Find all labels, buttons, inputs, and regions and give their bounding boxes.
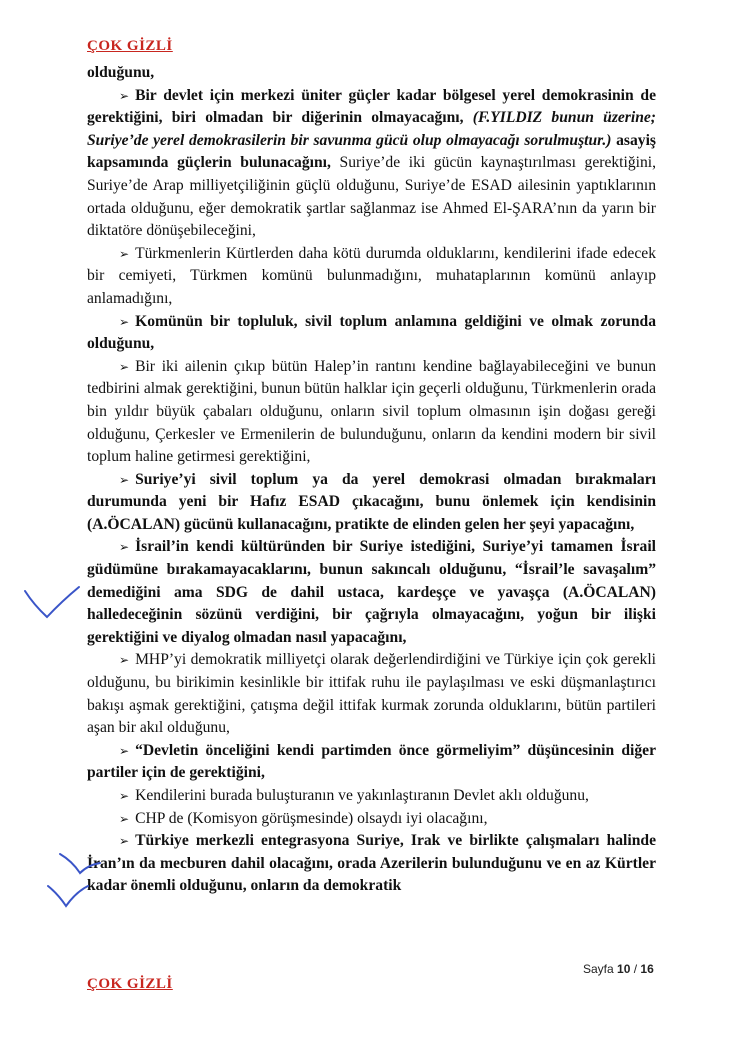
text-segment: İsrail’in kendi kültüründen bir Suriye istediğini, Suriye’yi tamamen İsrail güdümüne bırakamayacaklarını, bunun sakıncalı olduğunu, “İsrail’le savaşalım” demediğini ama SDG de dahil ustaca, kardeşçe ve yavaşça (A.ÖCALAN) halledeceğinin sözünü verdiğini, bir çağrıyla olmayacağını, yoğun bir ilişki gerektiğini ve diyalog olmadan nasıl yapacağını, xyxy=(87,538,656,646)
text-segment: Bir iki ailenin çıkıp bütün Halep’in rantını kendine bağlayabileceğini ve bunun tedbirini almak gerektiğini, bunun bütün halklar için geçerli olduğunu, Türkmenlerin orada bin yıldır büyük çabaları olduğunu, onların sivil toplum olmasının işin doğası gereği olduğunu, Çerkesler ve Ermenilerin de bulunduğunu, onların da kendini modern bir sivil toplum haline getirmesi gerektiğini, xyxy=(87,357,656,466)
paragraph xyxy=(87,311,656,356)
text-segment: (F.YILDIZ bunun üzerine; Suriye’de yerel demokrasilerin bir savunma gücü olup olmayacağı sorulmuştur.) xyxy=(87,109,656,149)
arrow-bullet-icon: ➢ xyxy=(119,789,130,803)
page-prefix: Sayfa xyxy=(583,962,614,976)
arrow-bullet-icon: ➢ xyxy=(119,359,130,374)
paragraph xyxy=(87,536,656,649)
arrow-bullet-icon: ➢ xyxy=(119,834,130,849)
text-segment: Komünün bir topluluk, sivil toplum anlamına geldiğini ve olmak zorunda olduğunu, xyxy=(87,312,656,353)
arrow-bullet-icon: ➢ xyxy=(119,472,130,487)
paragraph xyxy=(87,356,656,469)
text-segment: CHP de (Komisyon görüşmesinde) olsaydı iyi olacağını, xyxy=(135,809,488,827)
text-segment: olduğunu, xyxy=(87,64,155,81)
arrow-bullet-icon: ➢ xyxy=(119,246,130,261)
arrow-bullet-icon: ➢ xyxy=(119,88,130,103)
paragraph xyxy=(87,808,656,831)
text-segment: asayiş kapsamında güçlerin bulunacağını, xyxy=(87,131,656,172)
page-total: 16 xyxy=(640,962,654,976)
text-segment: Türkiye merkezli entegrasyona Suriye, Irak ve birlikte çalışmaları halinde İran’ın da mecburen dahil olacağını, orada Azerilerin bulunduğunu ve en az Kürtler kadar önemli olduğunu, onların da demokratik xyxy=(87,832,656,895)
text-segment: MHP’yi demokratik milliyetçi olarak değerlendirdiğini ve Türkiye için çok gerekli olduğunu, bu birikimin kesinlikle bir ittifak ruhu ile paylaşılması ve eski düşmanlaştırıcı bakışı aşmak gerektiğini, çatışma değil ittifak kurmak zorunda olduklarını, bütün partileri aşan bir akıl olduğunu, xyxy=(87,651,656,737)
page-current: 10 xyxy=(617,962,631,976)
classification-header: ÇOK GİZLİ xyxy=(87,38,173,54)
handwritten-check-icon xyxy=(22,585,82,621)
text-segment: Kendilerini burada buluşturanın ve yakınlaştıranın Devlet aklı olduğunu, xyxy=(135,787,589,804)
arrow-bullet-icon: ➢ xyxy=(119,314,130,329)
page-number xyxy=(583,962,654,976)
paragraph xyxy=(87,740,656,785)
paragraph xyxy=(87,469,656,537)
arrow-bullet-icon: ➢ xyxy=(119,811,130,826)
classification-footer: ÇOK GİZLİ xyxy=(87,976,173,992)
paragraph xyxy=(87,243,656,311)
text-segment: “Devletin önceliğini kendi partimden önce görmeliyim” düşüncesinin diğer partiler için de gerektiğini, xyxy=(87,741,656,782)
text-segment: Türkmenlerin Kürtlerden daha kötü durumda olduklarını, kendilerini ifade edecek bir cemiyeti, Türkmen komünü bulunmadığını, muhataplarının komünü anlayıp anlamadığını, xyxy=(87,244,656,307)
handwritten-check-icon xyxy=(58,851,102,877)
arrow-bullet-icon: ➢ xyxy=(119,540,130,555)
text-segment: Bir devlet için merkezi üniter güçler kadar bölgesel yerel demokrasinin de gerektiğini, biri olmadan bir diğerinin olmayacağını, xyxy=(87,86,656,127)
page-separator: / xyxy=(633,962,638,976)
text-segment: Suriye’de iki gücün kaynaştırılması gerektiğini, Suriye’de Arap milliyetçiliğinin güçlü olduğunu, Suriye’de ESAD ailesinin yaptıklarının ortada olduğunu, eğer demokratik şartlar sağlanmaz ise Ahmed El-ŞARA’nın da yarın bir diktatöre dönüşebileceğini, xyxy=(87,154,656,240)
paragraph xyxy=(87,830,656,898)
text-segment: Suriye’yi sivil toplum ya da yerel demokrasi olmadan bırakmaları durumunda yeni bir Hafız ESAD çıkacağını, bunu önlemek için kendisinin (A.ÖCALAN) gücünü kullanacağını, pratikte de elinden gelen her şeyi yapacağını, xyxy=(87,470,656,533)
arrow-bullet-icon: ➢ xyxy=(119,743,130,758)
handwritten-check-icon xyxy=(46,882,90,910)
paragraph xyxy=(87,785,656,808)
document-body xyxy=(87,62,656,898)
arrow-bullet-icon: ➢ xyxy=(119,653,130,668)
paragraph xyxy=(87,62,656,85)
paragraph xyxy=(87,85,656,243)
paragraph xyxy=(87,649,656,739)
